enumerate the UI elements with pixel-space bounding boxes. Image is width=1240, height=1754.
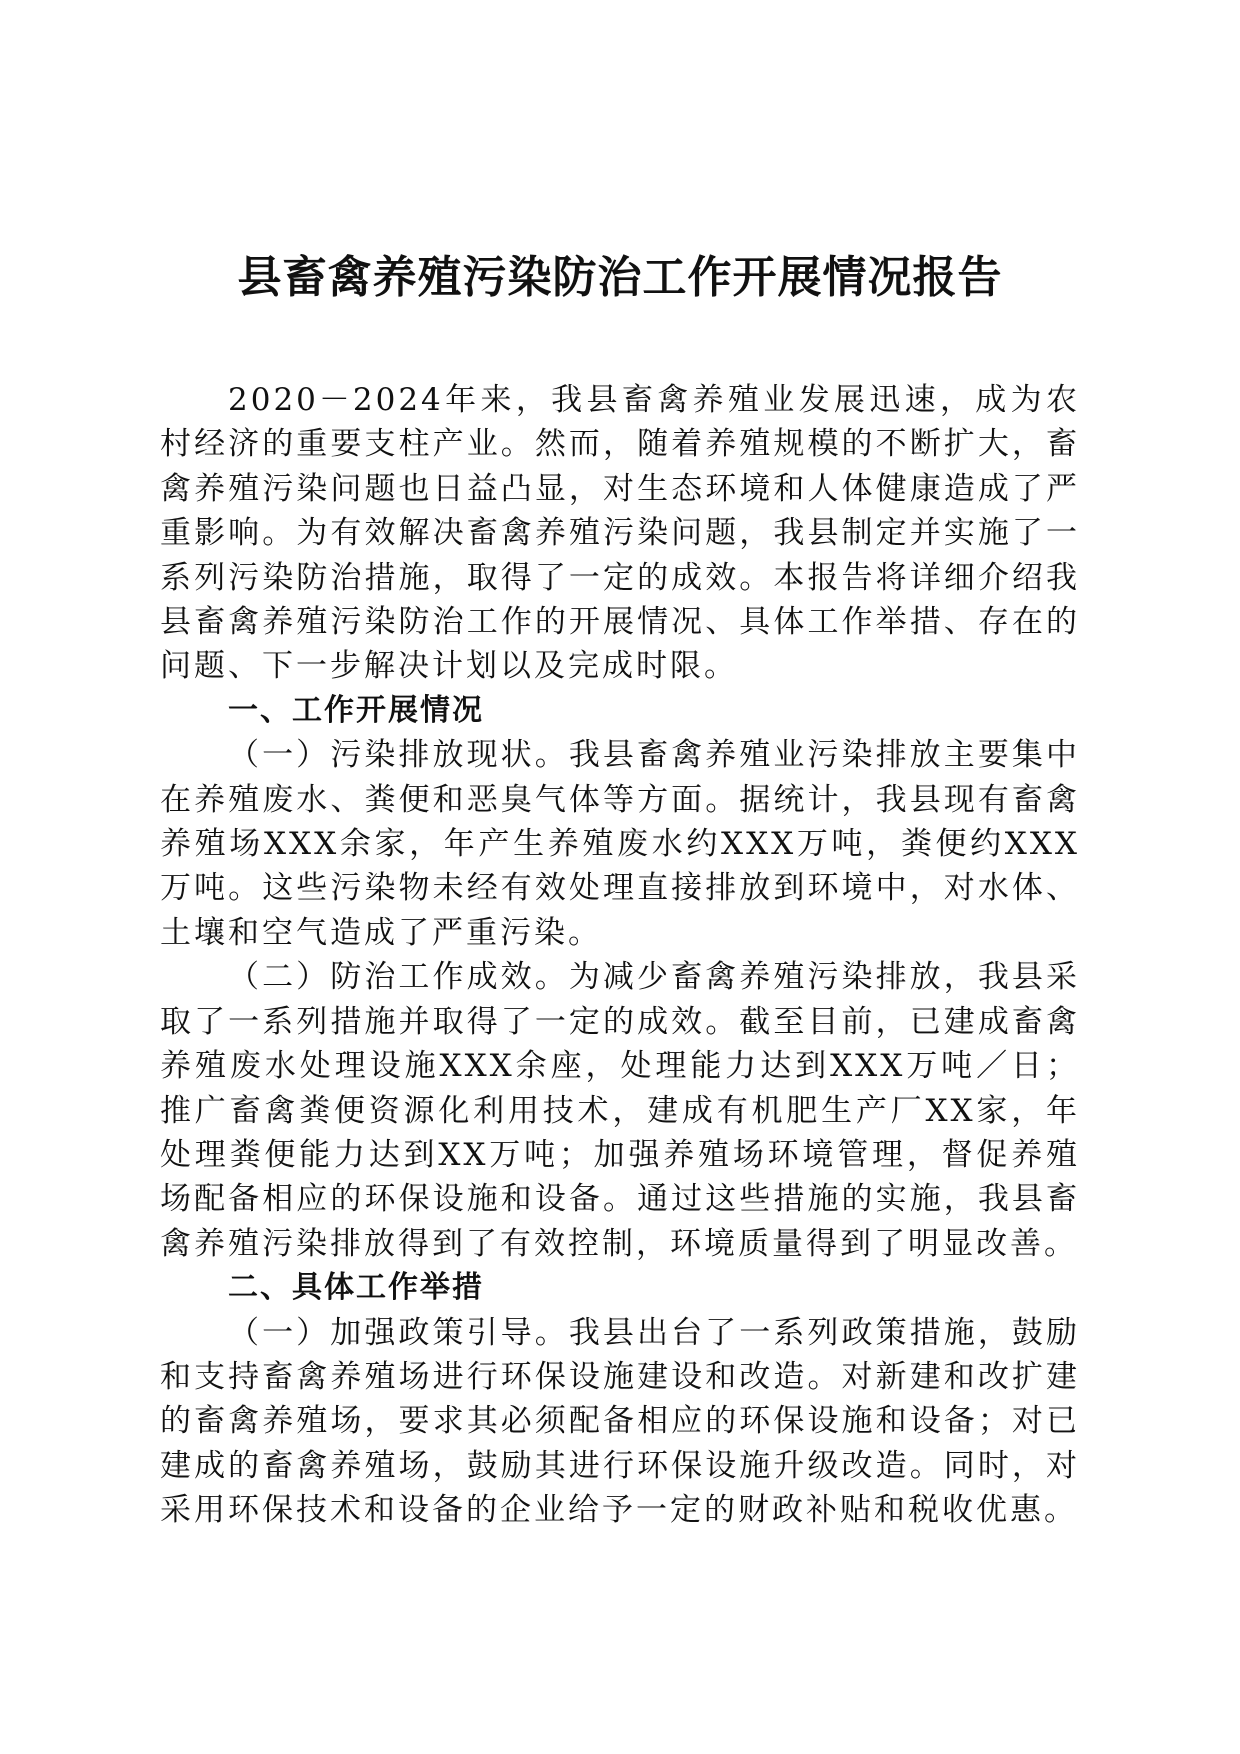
document-body xyxy=(160,378,1080,1533)
intro-paragraph: 2020－2024年来，我县畜禽养殖业发展迅速，成为农村经济的重要支柱产业。然而，随着养殖规模的不断扩大，畜禽养殖污染问题也日益凸显，对生态环境和人体健康造成了严重影响。为有效解决畜禽养殖污染问题，我县制定并实施了一系列污染防治措施，取得了一定的成效。本报告将详细介绍我县畜禽养殖污染防治工作的开展情况、具体工作举措、存在的问题、下一步解决计划以及完成时限。 xyxy=(160,382,1080,685)
paragraph-prevention-results: （二）防治工作成效。为减少畜禽养殖污染排放，我县采取了一系列措施并取得了一定的成效。截至目前，已建成畜禽养殖废水处理设施XXX余座，处理能力达到XXX万吨／日；推广畜禽粪便资源化利用技术，建成有机肥生产厂XX家，年处理粪便能力达到XX万吨；加强养殖场环境管理，督促养殖场配备相应的环保设施和设备。通过这些措施的实施，我县畜禽养殖污染排放得到了有效控制，环境质量得到了明显改善。 xyxy=(160,959,1080,1262)
section-heading-work-progress: 一、工作开展情况 xyxy=(228,692,484,728)
section-heading-specific-measures: 二、具体工作举措 xyxy=(228,1270,484,1306)
paragraph-policy-guidance: （一）加强政策引导。我县出台了一系列政策措施，鼓励和支持畜禽养殖场进行环保设施建设和改造。对新建和改扩建的畜禽养殖场，要求其必须配备相应的环保设施和设备；对已建成的畜禽养殖场，鼓励其进行环保设施升级改造。同时，对采用环保技术和设备的企业给予一定的财政补贴和税收优惠。 xyxy=(160,1314,1080,1529)
document-title: 县畜禽养殖污染防治工作开展情况报告 xyxy=(237,252,1003,303)
paragraph-pollution-status: （一）污染排放现状。我县畜禽养殖业污染排放主要集中在养殖废水、粪便和恶臭气体等方面。据统计，我县现有畜禽养殖场XXX余家，年产生养殖废水约XXX万吨，粪便约XXX万吨。这些污染物未经有效处理直接排放到环境中，对水体、土壤和空气造成了严重污染。 xyxy=(160,737,1080,951)
